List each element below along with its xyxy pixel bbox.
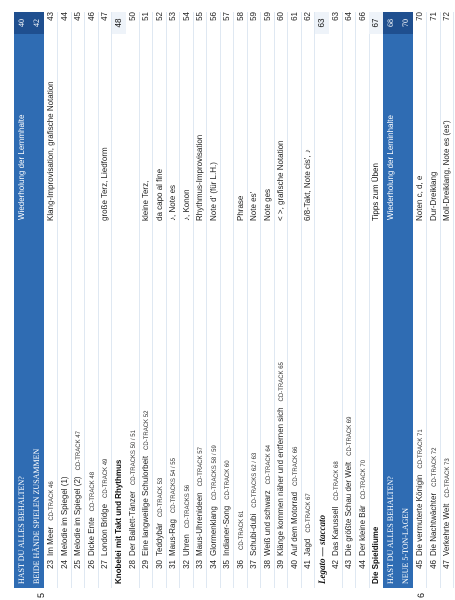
item-number: 26: [86, 560, 96, 569]
cd-track: CD-TRACK 46: [49, 481, 55, 521]
page-number: 46: [86, 12, 96, 21]
section-title: HAST DU ALLES BEHALTEN?: [17, 476, 26, 584]
page-number: 51: [141, 12, 150, 21]
section-header: [29, 12, 44, 588]
item-number: 31: [168, 560, 177, 569]
page-number: 71: [428, 12, 438, 21]
cd-track: CD-TRACK 70: [360, 459, 367, 500]
toc-item: [58, 12, 72, 588]
cd-track: CD-TRACK 73: [445, 458, 451, 498]
item-number: 46: [428, 560, 438, 569]
page-number: 53: [168, 12, 177, 21]
item-description: da capo al fine: [154, 168, 164, 221]
toc-item: [413, 12, 427, 588]
item-title-text: Die größte Schau der Welt: [344, 461, 353, 556]
item-description: große Terz, Liedform: [100, 147, 109, 221]
toc-item: [301, 12, 315, 588]
item-title-text: Der Ballett-Tänzer: [127, 491, 137, 556]
chapter-number: 5: [36, 592, 46, 598]
item-description: 6/8-Takt, Note cis', ♪: [303, 149, 312, 221]
item-number: 33: [195, 560, 204, 569]
section-description: Wiederholung der Lernmhalte: [17, 114, 26, 220]
page-number: 57: [222, 12, 231, 21]
item-description: Rhythmus-Improvisation: [195, 134, 204, 221]
cd-track: CD-TRACK 65: [279, 362, 285, 402]
item-number: 43: [344, 560, 353, 569]
toc-item: [329, 12, 343, 588]
item-description: < >, grafische Notation: [276, 140, 285, 221]
cd-track: CD-TRACK 71: [418, 429, 424, 469]
toc-item: [288, 12, 302, 588]
page-number: 48: [112, 12, 126, 34]
page-number: 55: [195, 12, 204, 21]
toc-item: [220, 12, 234, 588]
toc-item: [261, 12, 275, 588]
item-number: 37: [249, 560, 258, 569]
section-description: Wiederholung der Lerninhalte: [386, 115, 395, 220]
toc-item: [85, 12, 99, 588]
subsection-header: [369, 12, 383, 588]
toc-item: [166, 12, 180, 588]
cd-track: CD-TRACKS 54 / 55: [171, 458, 177, 514]
toc-item: [247, 12, 261, 588]
page-number: 43: [46, 12, 55, 21]
item-description: Note d' (für L.H.): [208, 162, 218, 221]
cd-track: CD-TRACK 67: [306, 493, 312, 533]
item-description: ♪, Konon: [181, 189, 191, 221]
page-number: 54: [181, 12, 191, 21]
item-description: Note ges: [262, 188, 272, 221]
page-number: 72: [442, 12, 451, 21]
item-number: 32: [181, 560, 191, 569]
item-title-text: Dicke Ente: [86, 517, 96, 556]
cd-track: CD-TRACK 68: [333, 461, 340, 501]
item-title-text: Im Meer: [46, 526, 55, 556]
section-header: [383, 12, 398, 588]
cd-track: CD-TRACK 64: [265, 445, 272, 485]
cd-track: CD-TRACK 66: [292, 446, 299, 486]
cd-track: CD-TRACK 72: [431, 447, 438, 487]
subsection-header: [112, 12, 126, 588]
item-number: 38: [262, 560, 272, 569]
toc-item: [274, 12, 288, 588]
item-title-text: Uhren: [181, 534, 191, 556]
item-number: 41: [303, 560, 312, 569]
toc-item: [207, 12, 221, 588]
cd-track: CD-TRACK 61: [238, 510, 245, 550]
page-number: 68: [383, 12, 398, 34]
item-title-text: Die Nachtwächter: [428, 492, 438, 556]
subsection-title: Legato — staccato: [316, 515, 327, 584]
page-number: 62: [303, 12, 312, 21]
subsection-header: [315, 12, 329, 588]
item-number: 23: [46, 560, 55, 569]
section-title: HAST DU ALLES BEHALTEN?: [386, 476, 395, 584]
item-number: 42: [330, 560, 340, 569]
item-title-text: Maus-Rag: [168, 519, 177, 556]
page-number: 44: [59, 12, 69, 21]
page-number: 47: [100, 12, 109, 21]
page-number: 50: [127, 12, 137, 21]
toc-item: [440, 12, 454, 588]
page-number: 67: [369, 12, 383, 34]
toc-item: [126, 12, 140, 588]
item-description: Dur-Dreiklang: [428, 171, 438, 221]
item-number: 30: [154, 560, 164, 569]
toc-item: [427, 12, 441, 588]
item-title-text: Auf dem Motorrad: [289, 491, 299, 556]
section-header: [14, 12, 29, 588]
page-number: 60: [276, 12, 285, 21]
page-number: 64: [344, 12, 353, 21]
page-number: 58: [235, 12, 245, 21]
page-number: 59: [249, 12, 258, 21]
item-title-text: Indianer-Song: [222, 505, 231, 556]
page-number: 61: [289, 12, 299, 21]
toc-item: [139, 12, 153, 588]
cd-track: CD-TRACK 53: [157, 477, 164, 518]
cd-track: CD-TRACKS 56: [184, 484, 191, 529]
page-number: 45: [73, 12, 82, 21]
section-title: BEIDE HÄNDE SPIELEN ZUSAMMEN: [32, 448, 41, 584]
page-number: 59: [262, 12, 272, 21]
cd-track: CD-TRACKS 62 / 63: [252, 452, 258, 508]
page-number: 63: [315, 12, 329, 34]
item-description: Phrase: [235, 195, 245, 221]
item-description: Moll-Dreiklang, Note es (es'): [442, 120, 451, 221]
item-title-text: Der kleine Bär: [357, 505, 367, 556]
subsection-title: Knobelei mit Takt und Rhythmus: [113, 459, 123, 584]
item-title-text: Das Karussell: [330, 506, 340, 556]
item-title-text: Glormenklang: [208, 506, 218, 556]
section-header: [398, 12, 413, 588]
item-number: 34: [208, 560, 218, 569]
toc-item: [234, 12, 248, 588]
item-title-text: Jagd: [303, 538, 312, 556]
item-number: 47: [442, 560, 451, 569]
page-number: 42: [29, 12, 44, 34]
item-number: 25: [73, 560, 82, 569]
page-number: 66: [357, 12, 367, 21]
subsection-title: Die Spieldiume: [371, 526, 380, 584]
toc-item: [342, 12, 356, 588]
item-number: 28: [127, 560, 137, 569]
page-number: 56: [208, 12, 218, 21]
item-description: ♪, Note es: [168, 184, 177, 221]
section-title: NEUE 5-TON-LAGEN: [401, 507, 410, 584]
row-divider: [453, 12, 454, 588]
item-description: Noten c, d, e: [415, 175, 424, 221]
cd-track: CD-TRACK 47: [76, 431, 82, 471]
cd-track: CD-TRACKS 58 / 59: [211, 445, 218, 501]
item-title-text: Teddybär: [154, 523, 164, 556]
toc-item: [98, 12, 112, 588]
toc-item: [180, 12, 194, 588]
item-title-text: Eine langweilige Schulorbeit: [141, 455, 150, 556]
page-number: 70: [415, 12, 424, 21]
cd-track: CD-TRACK 49: [103, 458, 109, 498]
item-title-text: Maus-Uhrenideen: [195, 492, 204, 556]
page-number: 40: [14, 12, 29, 34]
chapter-number: 6: [416, 592, 426, 598]
page-number: 63: [330, 12, 340, 21]
item-description: Klang-Improvisation, grafische Notation: [46, 81, 55, 221]
item-description: Note es': [249, 191, 258, 221]
cd-track: CD-TRACK 52: [144, 410, 150, 450]
cd-track: CD-TRACK 48: [89, 471, 96, 512]
item-number: 35: [222, 560, 231, 569]
item-number: 44: [357, 560, 367, 569]
item-title-text: Melodie im Spiegel (2): [73, 476, 82, 556]
page-number: 70: [398, 12, 413, 34]
item-number: 36: [235, 560, 245, 569]
item-title-text: Die vermuterte Königin: [415, 474, 424, 556]
cd-track: CD-TRACK 57: [198, 447, 204, 487]
item-number: 40: [289, 560, 299, 569]
toc-item: [44, 12, 58, 588]
item-title-text: London Bridge: [100, 503, 109, 556]
toc-item: [356, 12, 370, 588]
cd-track: CD-TRACK 69: [347, 416, 353, 456]
page-number: 52: [154, 12, 164, 21]
item-title-text: Weiß und schwarz: [262, 490, 272, 556]
item-title-text: Melodie im Spiegel (1): [59, 476, 69, 556]
item-number: 27: [100, 560, 109, 569]
item-description: kleine Terz,: [141, 180, 150, 221]
item-title-text: Verkehrte Welt: [442, 503, 451, 556]
toc-item: [71, 12, 85, 588]
item-title-text: Klänge kommen näher und entfernen sich: [276, 407, 285, 556]
item-title-text: Schubi-dubi: [249, 513, 258, 556]
item-number: 39: [276, 560, 285, 569]
toc-item: [153, 12, 167, 588]
subsection-description: Tipps zum Üben: [371, 163, 380, 221]
item-number: 29: [141, 560, 150, 569]
cd-track: CD-TRACK 60: [225, 460, 231, 500]
item-number: 45: [415, 560, 424, 569]
item-number: 24: [59, 560, 69, 569]
cd-track: CD-TRACKS 50 / 51: [130, 430, 137, 486]
toc-item: [193, 12, 207, 588]
